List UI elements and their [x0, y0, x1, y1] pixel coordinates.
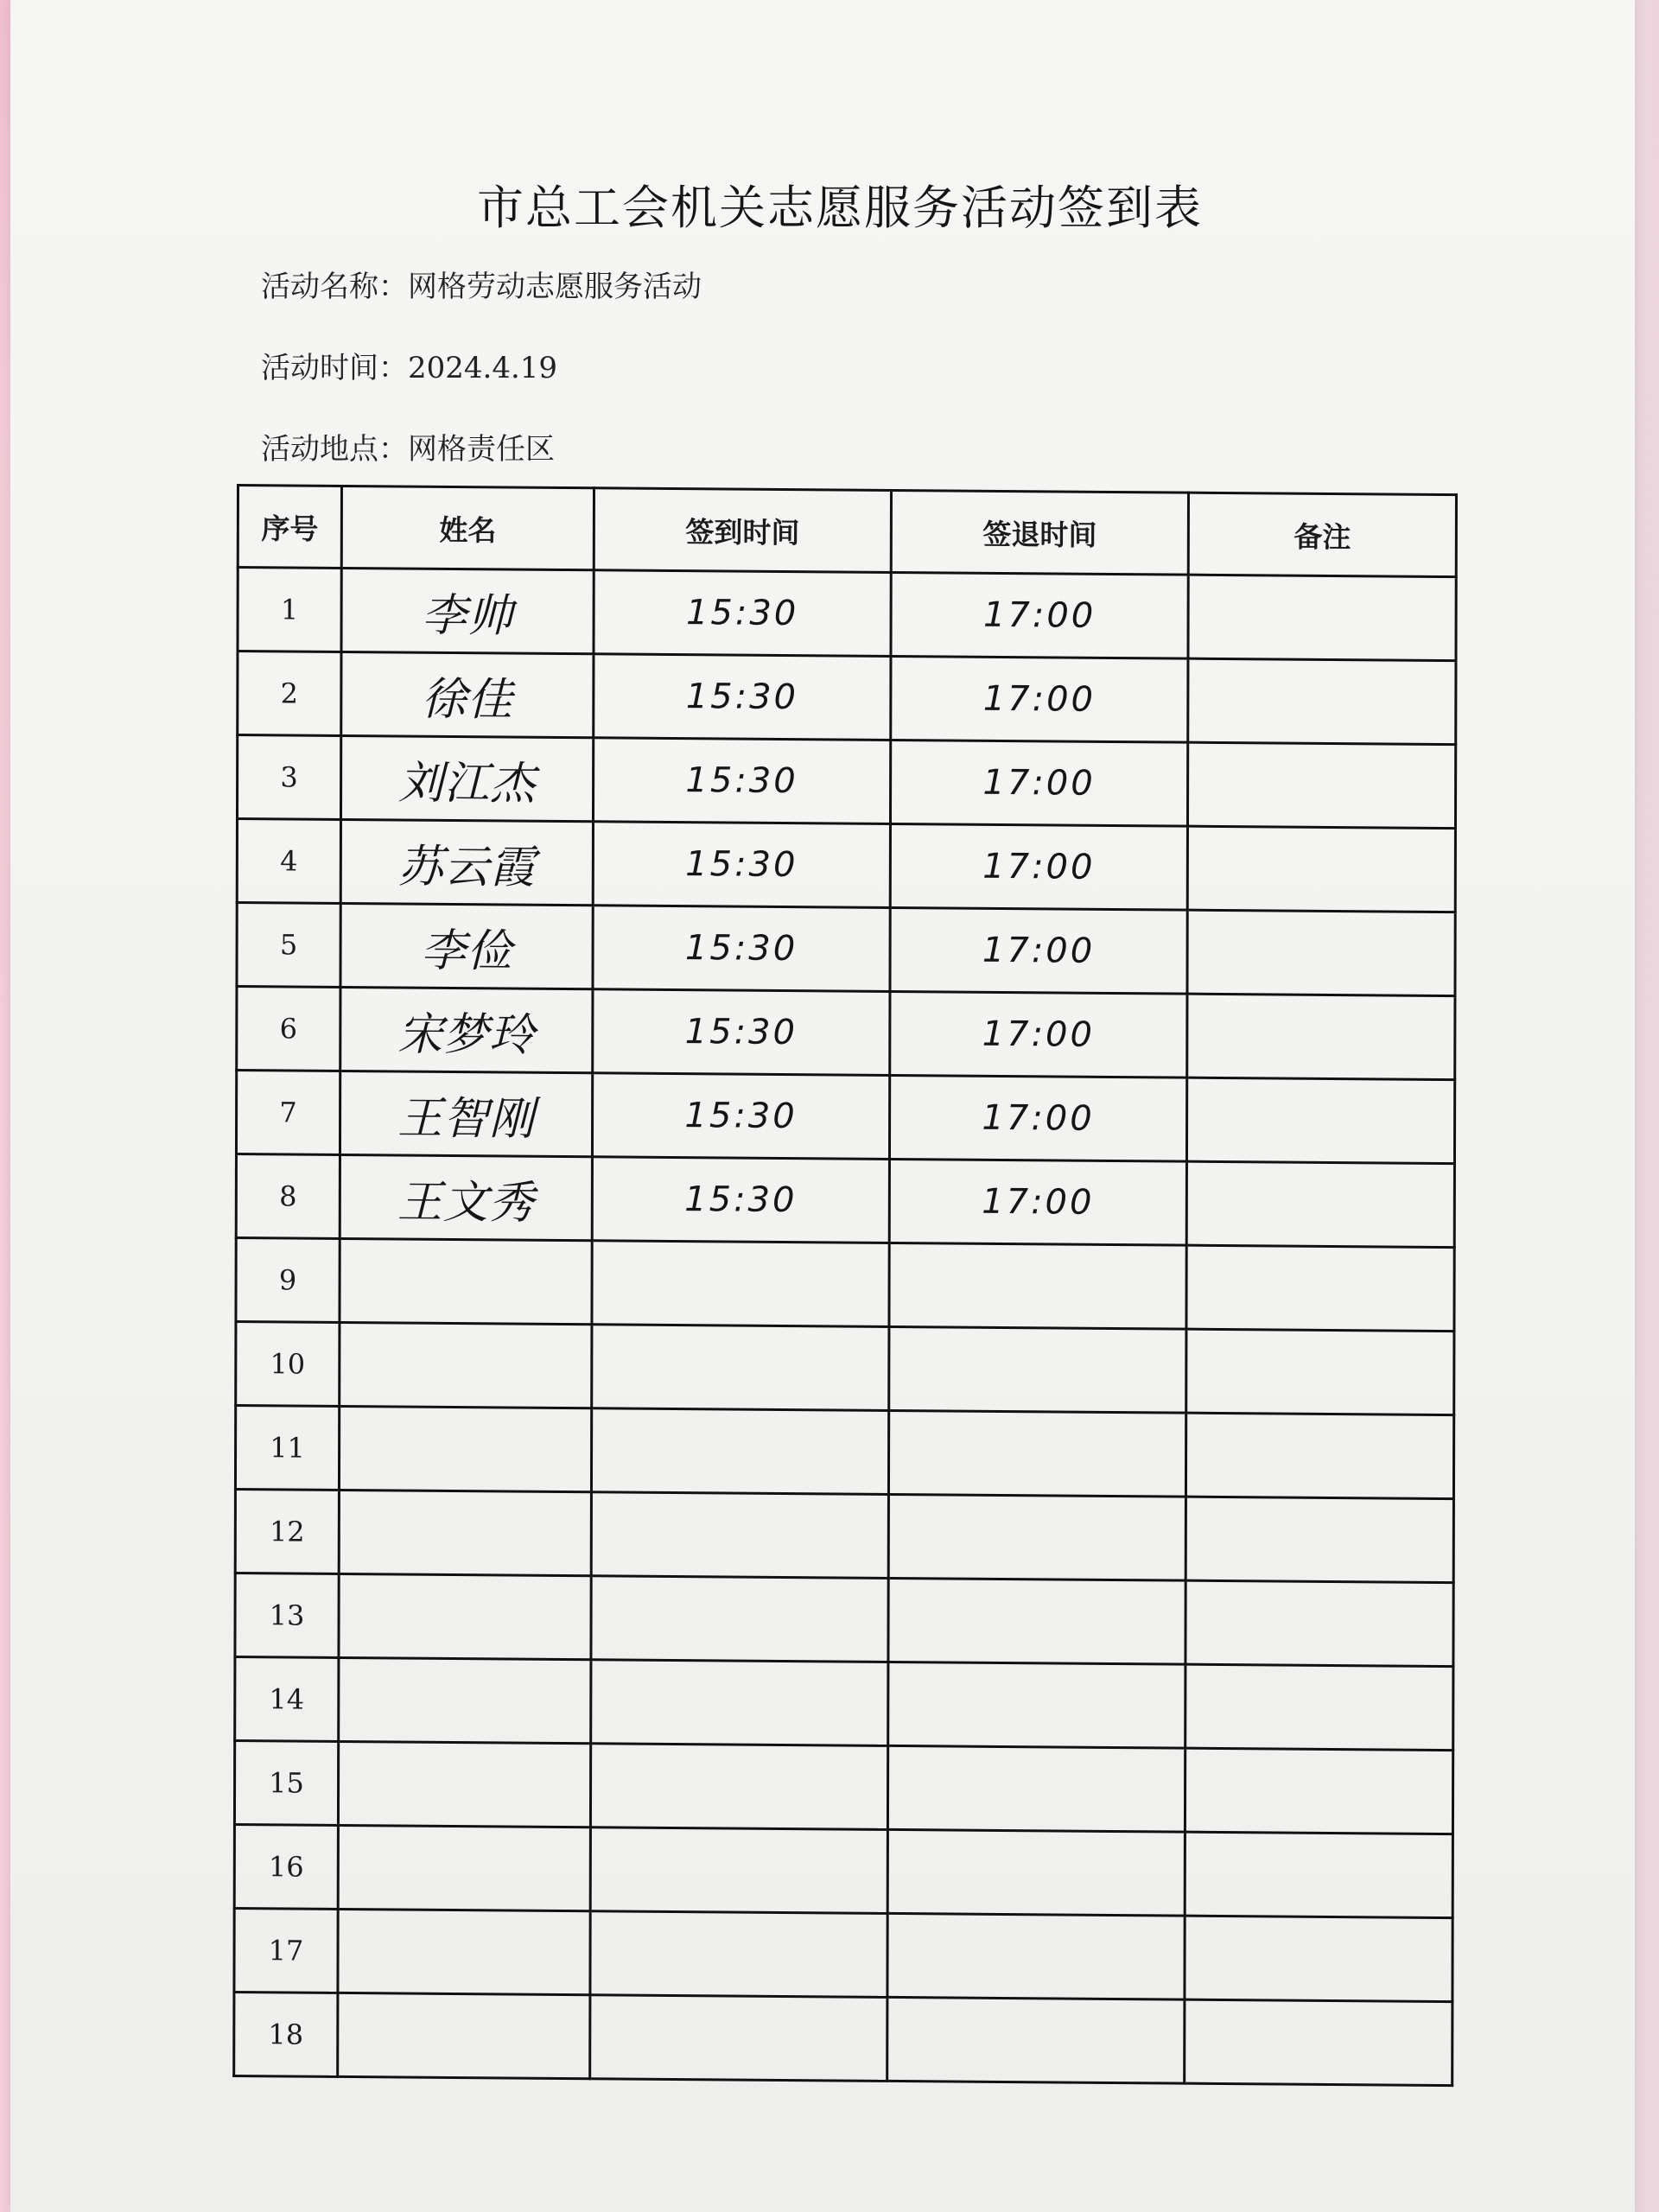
- header-no: 序号: [238, 486, 341, 569]
- paper-sheet: [10, 0, 1635, 2212]
- table-row: [236, 1321, 1454, 1414]
- sign-out-time: [888, 1494, 1185, 1580]
- note-cell: [1185, 1497, 1453, 1582]
- sign-in-time: [591, 1660, 888, 1746]
- note-cell: [1187, 742, 1455, 828]
- activity-place: 活动地点：网格责任区: [261, 432, 555, 467]
- table-row: [236, 1237, 1454, 1331]
- sign-out-time: [888, 1662, 1185, 1748]
- table-row: [236, 1071, 1454, 1164]
- note-cell: [1188, 575, 1456, 660]
- signature-name: [339, 1490, 591, 1575]
- signature-name: [338, 1993, 590, 2078]
- table-row: [237, 819, 1455, 912]
- row-number: 14: [235, 1656, 339, 1741]
- sign-out-time: 17:00: [891, 656, 1188, 742]
- table-row: [236, 1154, 1454, 1247]
- table-row: [237, 903, 1455, 996]
- signature-name: 李帅: [341, 568, 594, 653]
- sign-out-time: 17:00: [889, 1075, 1186, 1161]
- table-header-row: [238, 486, 1456, 577]
- sign-in-time: 15:30: [594, 654, 891, 741]
- row-number: 18: [234, 1992, 338, 2076]
- header-note: 备注: [1188, 493, 1456, 576]
- note-cell: [1185, 1413, 1453, 1498]
- row-number: 1: [238, 568, 341, 652]
- signature-name: 李俭: [340, 903, 593, 988]
- note-cell: [1186, 1077, 1454, 1163]
- sign-in-time: [590, 1911, 887, 1998]
- row-number: 8: [236, 1154, 340, 1238]
- sign-in-time: [590, 1827, 887, 1914]
- table-row: [238, 652, 1456, 745]
- signature-name: 王文秀: [340, 1154, 592, 1240]
- table-row: [235, 1489, 1453, 1582]
- sign-out-time: 17:00: [891, 572, 1188, 658]
- row-number: 9: [236, 1237, 340, 1322]
- note-cell: [1186, 1329, 1454, 1414]
- row-number: 17: [234, 1908, 338, 1993]
- table-row: [235, 1656, 1453, 1750]
- signature-name: [339, 1573, 591, 1659]
- sign-in-time: [592, 1325, 889, 1411]
- sign-out-time: [889, 1243, 1186, 1329]
- row-number: 15: [234, 1740, 338, 1825]
- signature-name: 苏云霞: [340, 819, 593, 905]
- row-number: 7: [236, 1071, 340, 1155]
- note-cell: [1188, 658, 1456, 744]
- signature-name: 王智刚: [340, 1071, 592, 1156]
- note-cell: [1186, 1245, 1454, 1331]
- signature-name: [339, 1657, 591, 1743]
- sign-out-time: 17:00: [890, 823, 1187, 910]
- sign-in-time: 15:30: [593, 906, 890, 992]
- document-title: 市总工会机关志愿服务活动签到表: [477, 181, 1203, 235]
- signature-name: [338, 1741, 590, 1827]
- note-cell: [1185, 1580, 1453, 1666]
- sign-out-time: 17:00: [889, 1159, 1186, 1245]
- sign-out-time: 17:00: [890, 991, 1187, 1077]
- table-row: [235, 1573, 1453, 1666]
- sign-in-time: [591, 1492, 888, 1579]
- row-number: 12: [235, 1489, 339, 1573]
- sign-in-time: 15:30: [593, 738, 890, 824]
- table-row: [235, 1405, 1453, 1498]
- sign-in-time: 15:30: [592, 1073, 889, 1160]
- row-number: 16: [234, 1824, 338, 1909]
- table-row: [237, 987, 1455, 1080]
- sign-in-time: 15:30: [593, 989, 890, 1076]
- signature-name: [338, 1909, 590, 1994]
- sign-out-time: [888, 1410, 1185, 1497]
- note-cell: [1185, 1748, 1452, 1834]
- note-cell: [1187, 994, 1455, 1079]
- table-row: [234, 1908, 1452, 2001]
- sign-in-time: [592, 1241, 889, 1327]
- note-cell: [1185, 1832, 1452, 1917]
- signature-name: [340, 1322, 592, 1408]
- row-number: 3: [237, 735, 340, 820]
- sign-in-time: 15:30: [594, 570, 891, 657]
- sign-out-time: [887, 1745, 1185, 1832]
- sign-out-time: [888, 1578, 1185, 1664]
- row-number: 4: [237, 819, 340, 904]
- table-row: [234, 1740, 1452, 1834]
- header-sign-in: 签到时间: [594, 488, 891, 573]
- table-row: [237, 735, 1455, 829]
- sign-in-time: [591, 1576, 888, 1662]
- sign-in-time: 15:30: [592, 1157, 889, 1243]
- sign-out-time: [889, 1326, 1186, 1413]
- table-row: [234, 1992, 1452, 2085]
- sign-in-time: [590, 1744, 887, 1830]
- note-cell: [1186, 1161, 1454, 1247]
- row-number: 6: [237, 987, 340, 1071]
- note-cell: [1185, 1664, 1453, 1750]
- table-body: [234, 568, 1457, 2086]
- header-name: 姓名: [341, 486, 594, 569]
- sign-in-time: [591, 1408, 888, 1495]
- row-number: 5: [237, 903, 340, 988]
- header-sign-out: 签退时间: [891, 490, 1188, 575]
- row-number: 2: [238, 652, 341, 736]
- signature-name: [340, 1238, 592, 1324]
- sign-in-time: [590, 1995, 887, 2082]
- signature-name: 刘江杰: [340, 735, 593, 821]
- activity-name: 活动名称：网格劳动志愿服务活动: [261, 270, 702, 304]
- activity-time: 活动时间：2024.4.19: [261, 351, 558, 385]
- sign-out-time: [887, 1913, 1185, 1999]
- row-number: 10: [236, 1321, 340, 1406]
- sign-in-time: 15:30: [593, 822, 890, 908]
- signature-name: 宋梦玲: [340, 987, 593, 1072]
- table-row: [234, 1824, 1452, 1917]
- signature-name: [338, 1825, 590, 1910]
- sign-out-time: [887, 1829, 1185, 1916]
- row-number: 11: [235, 1405, 339, 1490]
- row-number: 13: [235, 1573, 339, 1657]
- sign-out-time: [887, 1997, 1185, 2083]
- sign-out-time: 17:00: [890, 907, 1187, 994]
- signature-name: [339, 1406, 591, 1491]
- sign-in-table: [232, 484, 1458, 2087]
- note-cell: [1185, 1916, 1452, 2001]
- note-cell: [1187, 910, 1455, 995]
- note-cell: [1185, 1999, 1452, 2085]
- table-row: [238, 568, 1456, 661]
- note-cell: [1187, 826, 1455, 912]
- sign-out-time: 17:00: [890, 740, 1187, 826]
- signature-name: 徐佳: [341, 652, 594, 737]
